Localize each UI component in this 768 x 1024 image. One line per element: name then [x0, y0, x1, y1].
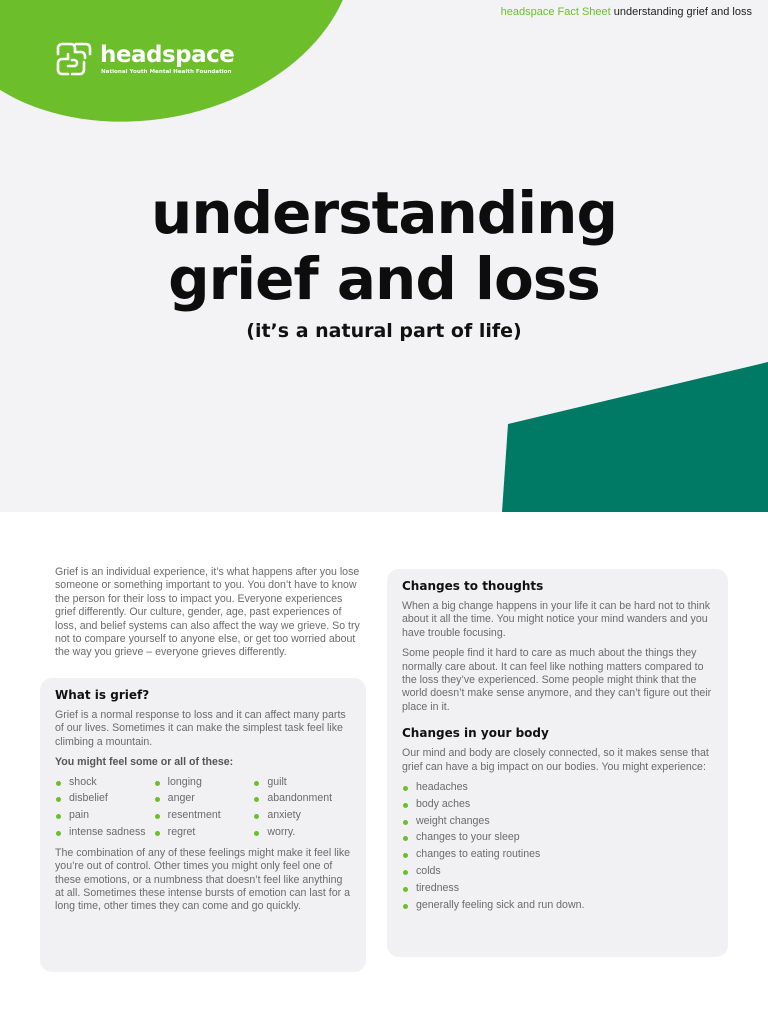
changes-card — [387, 569, 728, 957]
list-item: colds — [402, 865, 713, 878]
thoughts-paragraph-2: Some people find it hard to care as much about the things they normally care about. It can feel like nothing matters compared to the loss they’ve experienced. Some people might think that the world doesn’t make sense anymore, and they can’t figure out their place in it. — [402, 647, 712, 713]
body-heading: Changes in your body — [402, 726, 549, 741]
list-item: resentment — [154, 809, 254, 822]
list-item: weight changes — [402, 815, 713, 828]
headspace-logo-icon — [54, 40, 94, 78]
list-item: changes to your sleep — [402, 831, 713, 844]
header-doc-title: understanding grief and loss — [613, 6, 752, 18]
intro-paragraph: Grief is an individual experience, it’s what happens after you lose someone or something important to you. You don’t have to know the person for their loss to impact you. Everyone experiences grief differently. Our culture, gender, age, past experiences of loss, and belief systems can also affect the way we grieve. So try not to compare yourself to anyone else, or get too worried about the way you grieve – everyone grieves differently. — [55, 566, 360, 659]
page-title-line2: grief and loss — [168, 245, 600, 313]
body-paragraph: Our mind and body are closely connected, so it makes sense that grief can have a big impact on our bodies. You might experience: — [402, 747, 709, 773]
feelings-label: You might feel some or all of these: — [55, 756, 234, 769]
list-item: intense sadness — [55, 826, 154, 839]
page-title-line1: understanding — [151, 179, 617, 247]
list-item: tiredness — [402, 882, 713, 895]
feelings-list — [55, 776, 351, 843]
list-item: regret — [154, 826, 254, 839]
what-is-grief-paragraph: Grief is a normal response to loss and it can affect many parts of our lives. Sometimes it can make the simplest task feel like climbing a mountain. — [55, 709, 346, 748]
feelings-combination-paragraph: The combination of any of these feelings might make it feel like you’re out of control. Other times you might only feel one of these emotions, or a numbness that doesn’t feel like anything at all. Sometimes these intense bursts of emotion can last for a long time, other times they can come and go quickly. — [55, 846, 351, 913]
logo-subtitle: National Youth Mental Health Foundation — [101, 69, 232, 75]
feelings-column-3 — [253, 776, 351, 843]
list-item: guilt — [253, 776, 351, 789]
list-item: body aches — [402, 798, 713, 811]
list-item: disbelief — [55, 792, 154, 805]
list-item: shock — [55, 776, 154, 789]
list-item: changes to eating routines — [402, 848, 713, 861]
what-is-grief-heading: What is grief? — [55, 688, 150, 702]
logo-name: headspace — [100, 42, 235, 68]
page-subtitle: (it’s a natural part of life) — [246, 320, 522, 342]
what-is-grief-card — [40, 678, 366, 972]
list-item: longing — [154, 776, 254, 789]
list-item: anxiety — [253, 809, 351, 822]
thoughts-paragraph-1: When a big change happens in your life it can be hard not to think about it all the time. You might notice your mind wanders and you have trouble focusing. — [402, 600, 711, 639]
list-item: anger — [154, 792, 254, 805]
header-brand: headspace Fact Sheet — [500, 6, 611, 18]
feelings-column-1 — [55, 776, 154, 843]
feelings-column-2 — [154, 776, 254, 843]
list-item: worry. — [253, 826, 351, 839]
headspace-logo — [54, 40, 234, 78]
list-item: headaches — [402, 781, 713, 794]
thoughts-heading: Changes to thoughts — [402, 579, 544, 593]
list-item: abandonment — [253, 792, 351, 805]
body-changes-list — [402, 781, 713, 912]
list-item: pain — [55, 809, 154, 822]
list-item: generally feeling sick and run down. — [402, 899, 713, 912]
header-breadcrumb — [501, 6, 752, 18]
